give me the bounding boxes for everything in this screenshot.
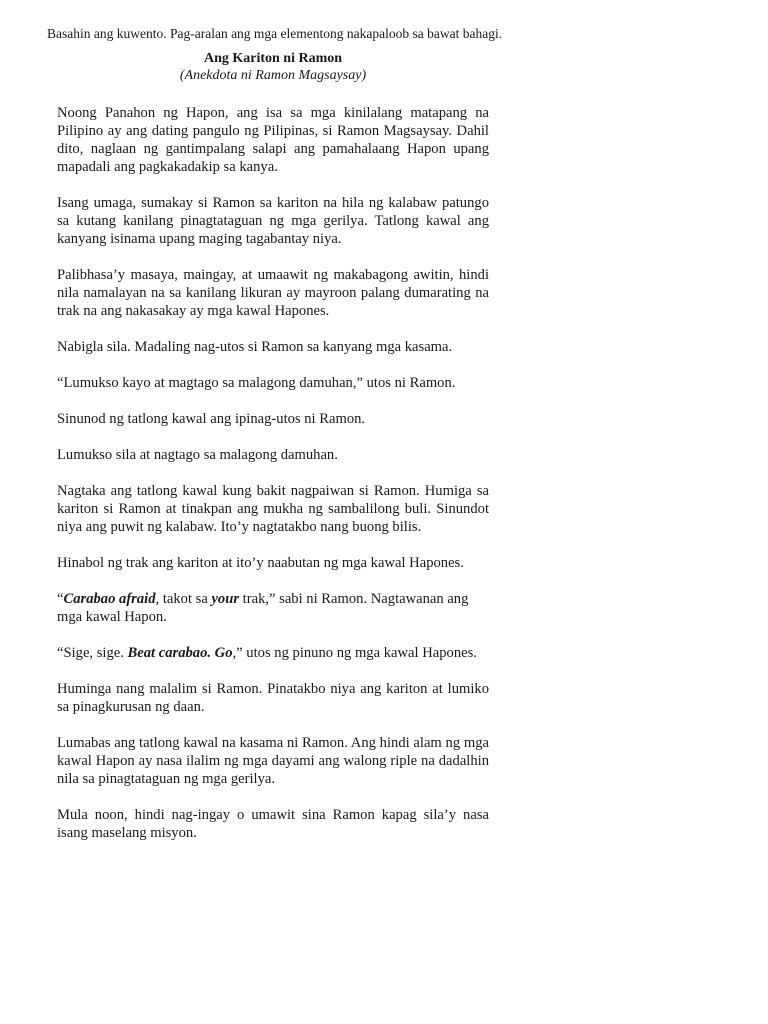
paragraph-10 bbox=[57, 590, 489, 626]
p11-end: ,” utos ng pinuno ng mga kawal Hapones. bbox=[232, 645, 477, 661]
paragraph-5: “Lumukso kayo at magtago sa malagong damuhan,” utos ni Ramon. bbox=[57, 375, 456, 391]
paragraph-9-text: Hinabol ng trak ang kariton at ito’y naabutan ng mga kawal Hapones. bbox=[57, 555, 464, 571]
paragraph-11 bbox=[57, 644, 489, 662]
paragraph-8: Nagtaka ang tatlong kawal kung bakit nagpaiwan si Ramon. Humiga sa kariton si Ramon at tinakpan ang mukha ng sambalilong buli. Sinundot niya ang puwit ng kalabaw. Ito’y nagtatakbo nang buong bilis. bbox=[57, 483, 489, 535]
p10-emphasis-1: Carabao afraid bbox=[63, 591, 156, 607]
p11-emphasis: Beat carabao. Go bbox=[127, 645, 233, 661]
p10-emphasis-2: your bbox=[211, 591, 240, 607]
paragraph-9 bbox=[57, 554, 489, 572]
paragraph-12: Huminga nang malalim si Ramon. Pinatakbo niya ang kariton at lumiko sa pinagkurusan ng daan. bbox=[57, 681, 489, 715]
p10-open: “ bbox=[57, 591, 64, 607]
paragraph-13: Lumabas ang tatlong kawal na kasama ni Ramon. Ang hindi alam ng mga kawal Hapon ay nasa ilalim ng mga dayami ang walong riple na dadalhin nila sa pinagtataguan ng mga gerilya. bbox=[57, 735, 489, 787]
instruction-text: Basahin ang kuwento. Pag-aralan ang mga elementong nakapaloob sa bawat bahagi. bbox=[47, 26, 503, 41]
p10-mid: , takot sa bbox=[155, 591, 212, 607]
paragraph-4: Nabigla sila. Madaling nag-utos si Ramon sa kanyang mga kasama. bbox=[57, 339, 453, 355]
paragraph-14: Mula noon, hindi nag-ingay o umawit sina Ramon kapag sila’y nasa isang maselang misyon. bbox=[57, 807, 489, 841]
paragraph-1: Noong Panahon ng Hapon, ang isa sa mga kinilalang matapang na Pilipino ay ang dating pangulo ng Pilipinas, si Ramon Magsaysay. Dahil dito, naglaan ng gantimpalang salapi ang pamahalaang Hapon upang mapadali ang pagkakadakip sa kanya. bbox=[57, 105, 489, 175]
p11-open: “Sige, sige. bbox=[57, 645, 128, 661]
paragraph-2: Isang umaga, sumakay si Ramon sa kariton na hila ng kalabaw patungo sa kutang kanilang pinagtataguan ng mga gerilya. Tatlong kawal ang kanyang isinama upang maging tagabantay niya. bbox=[57, 195, 489, 247]
story-body bbox=[57, 104, 489, 860]
paragraph-3: Palibhasa’y masaya, maingay, at umaawit ng makabagong awitin, hindi nila namalayan na sa kanilang likuran ay mayroon palang dumarating na trak na ang nakasakay ay mga kawal Hapones. bbox=[57, 267, 489, 319]
paragraph-6: Sinunod ng tatlong kawal ang ipinag-utos ni Ramon. bbox=[57, 411, 366, 427]
p10-end: trak,” sabi ni Ramon. Nagtawanan ang mga kawal Hapon. bbox=[57, 591, 469, 625]
paragraph-7: Lumukso sila at nagtago sa malagong damuhan. bbox=[57, 447, 338, 463]
story-subtitle: (Anekdota ni Ramon Magsaysay) bbox=[179, 68, 367, 83]
story-title: Ang Kariton ni Ramon bbox=[203, 51, 343, 66]
